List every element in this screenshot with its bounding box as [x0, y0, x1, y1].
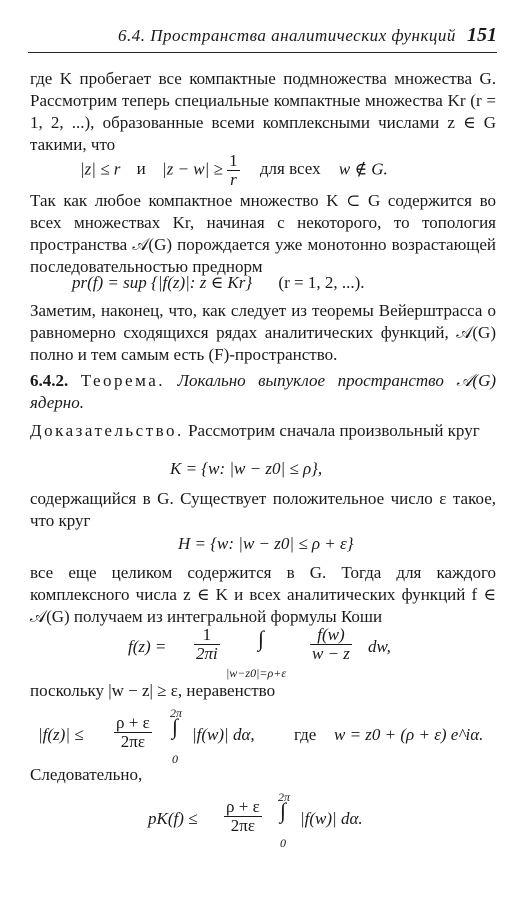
proof-label: Доказательство.	[30, 421, 184, 440]
estimate-where: где	[294, 725, 317, 744]
formula-right: w ∉ G.	[338, 159, 388, 179]
formula-disk-h: H = {w: |w − z0| ≤ ρ + ε}	[178, 534, 354, 553]
integral-contour: |w−z0|=ρ+ε	[226, 666, 287, 680]
running-head	[28, 18, 497, 53]
formula-prenorm	[72, 272, 365, 294]
integral-lower-limit: 0	[280, 836, 286, 850]
integral-sign: ∫	[258, 626, 265, 651]
formula-compact-sets	[80, 152, 388, 189]
theorem-label: Теорема.	[80, 371, 166, 390]
fraction-numerator: ρ + ε	[116, 713, 150, 732]
fraction-denominator: w − z	[312, 644, 350, 663]
proof-text: Рассмотрим сначала произвольный круг	[188, 421, 480, 440]
theorem-statement: Локально выпуклое пространство 𝒜(G) ядерно.	[30, 371, 497, 412]
paragraph-6: поскольку |w − z| ≥ ε, неравенство	[30, 681, 276, 700]
formula-estimate	[38, 702, 508, 766]
fraction-one-over-r	[227, 152, 240, 189]
formula-disk-k: K = {w: |w − z0| ≤ ρ},	[170, 459, 323, 478]
fraction-denominator: 2πε	[230, 816, 255, 835]
proof-start	[30, 420, 496, 442]
integral-upper-limit: 2π	[170, 706, 183, 720]
cauchy-kernel	[310, 626, 352, 663]
theorem-number: 6.4.2.	[30, 371, 69, 390]
paragraph-5: все еще целиком содержится в G. Тогда для каждого комплексного числа z ∈ K и всех аналитических функций f ∈ 𝒜(G) получаем из интегральной формулы Коши	[30, 563, 496, 626]
cauchy-lhs: f(z) =	[128, 637, 167, 656]
theorem	[30, 370, 496, 414]
formula-mid: |z − w| ≥	[162, 159, 223, 179]
fraction-denominator: r	[230, 170, 237, 189]
paragraph-2: Так как любое компактное множество K ⊂ G содержится во всех множествах Kr, начиная с некоторого, то топология пространства 𝒜(G) порождается уже монотонно возрастающей последовательностью преднорм	[30, 191, 496, 276]
fraction-denominator: 2πi	[196, 644, 218, 663]
final-lhs: pK(f) ≤	[148, 809, 198, 828]
prenorm-definition: pr(f) = sup {|f(z)|: z ∈ Kr}	[72, 273, 253, 292]
formula-and: и	[136, 159, 146, 179]
paragraph-4: содержащийся в G. Существует положительное число ε такое, что круг	[30, 489, 496, 530]
fraction-numerator: 1	[194, 626, 220, 645]
integral-sign: ∫	[172, 714, 179, 739]
formula-left: |z| ≤ r	[80, 159, 121, 179]
formula-final-estimate	[148, 786, 408, 850]
fraction-denominator: 2πε	[120, 732, 145, 751]
estimate-lhs: |f(z)| ≤	[38, 725, 84, 744]
estimate-coefficient	[114, 714, 152, 751]
fraction-numerator: 1	[229, 151, 238, 170]
paragraph-7: Следовательно,	[30, 765, 143, 784]
cauchy-dw: dw,	[368, 637, 391, 656]
prenorm-condition: (r = 1, 2, ...).	[278, 273, 365, 292]
integral-upper-limit: 2π	[278, 790, 291, 804]
estimate-integrand: |f(w)| dα,	[192, 725, 255, 744]
paragraph-3: Заметим, наконец, что, как следует из теоремы Вейерштрасса о равномерно сходящихся рядах аналитических функций, 𝒜(G) полно и тем самым есть (F)-пространство.	[30, 301, 496, 364]
fraction-numerator: ρ + ε	[226, 797, 260, 816]
formula-forall: для всех	[259, 159, 321, 179]
section-title: 6.4. Пространства аналитических функций	[118, 26, 456, 45]
page-number: 151	[467, 24, 497, 46]
formula-cauchy	[128, 625, 428, 680]
integral-sign: ∫	[280, 798, 287, 823]
integral-lower-limit: 0	[172, 752, 178, 766]
estimate-rhs: w = z0 + (ρ + ε) e^iα.	[334, 725, 484, 744]
cauchy-coefficient	[194, 626, 220, 663]
fraction-numerator: f(w)	[310, 626, 352, 645]
final-integrand: |f(w)| dα.	[300, 809, 363, 828]
final-coefficient	[224, 798, 262, 835]
paragraph-1: где K пробегает все компактные подмножества множества G. Рассмотрим теперь специальные компактные множества Kr (r = 1, 2, ...), образованные всеми комплексными числами z ∈ G такими, что	[30, 69, 496, 154]
